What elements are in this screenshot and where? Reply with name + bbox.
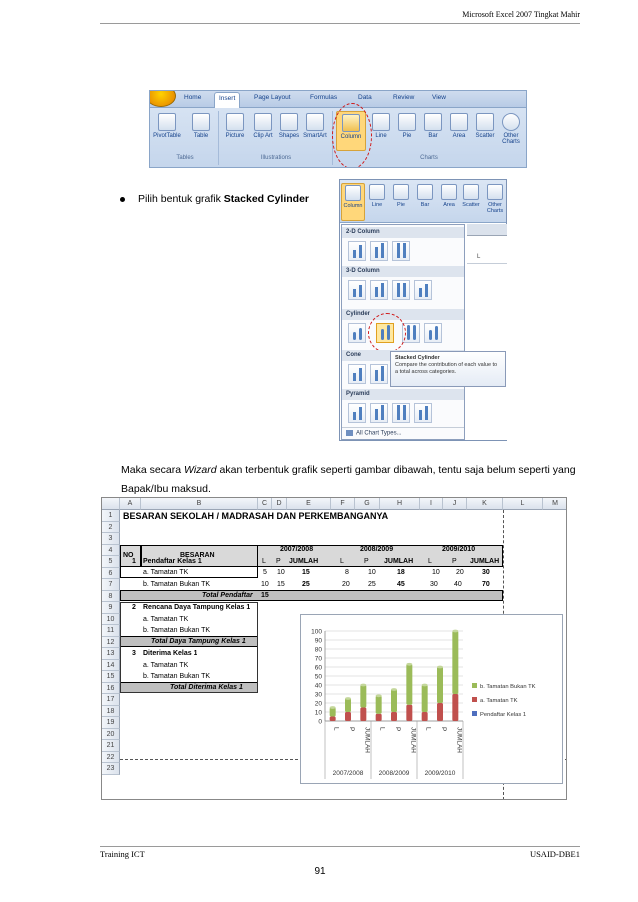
highlight-circle — [368, 313, 406, 353]
row-label-total-daya[interactable]: Total Daya Tampung Kelas 1 — [151, 638, 246, 645]
3d-column-thumb[interactable] — [414, 280, 432, 300]
stacked-pyramid-thumb[interactable] — [370, 403, 388, 423]
pivottable-icon — [158, 113, 176, 131]
row-header[interactable]: 12 — [102, 637, 120, 649]
sub-l[interactable]: L — [262, 558, 266, 565]
bar-segment — [391, 712, 397, 721]
value-cell[interactable]: 20 — [342, 581, 350, 588]
bar-segment — [452, 631, 458, 694]
sub-jumlah[interactable]: JUMLAH — [470, 558, 500, 565]
excel-ribbon — [149, 90, 527, 168]
tab-insert[interactable]: Insert — [214, 92, 240, 108]
select-all-corner[interactable] — [102, 498, 120, 510]
shapes-button[interactable]: Shapes — [274, 111, 304, 151]
x-tick-label: L — [424, 727, 432, 731]
y-tick-label: 70 — [314, 655, 322, 663]
clustered-cone-thumb[interactable] — [348, 364, 366, 384]
value-cell[interactable]: 45 — [397, 581, 405, 588]
scatter-chart-button[interactable]: Scatter — [470, 111, 500, 151]
3d-pyramid-thumb[interactable] — [414, 403, 432, 423]
legend-swatch — [472, 683, 477, 688]
row-header[interactable]: 2 — [102, 522, 120, 534]
value-cell[interactable]: 5 — [263, 569, 267, 576]
row-label-rencana[interactable]: Rencana Daya Tampung Kelas 1 — [143, 604, 251, 611]
group-label-tables: Tables — [176, 155, 194, 161]
section-cylinder: Cylinder — [342, 309, 464, 320]
pie-chart-icon — [398, 113, 416, 131]
col-header-l[interactable]: L — [503, 498, 543, 510]
bar-segment — [452, 694, 458, 721]
y-tick-label: 90 — [314, 637, 322, 645]
bar-segment — [422, 712, 428, 721]
x-tick-label: L — [332, 727, 340, 731]
scatter-chart-icon — [463, 184, 479, 200]
cylinder-top — [376, 694, 382, 697]
x-tick-label: JUMLAH — [409, 727, 417, 754]
cylinder-top — [452, 630, 458, 633]
picture-button[interactable]: Picture — [220, 111, 250, 151]
section-2d-column: 2-D Column — [342, 227, 464, 238]
area-chart-icon — [450, 113, 468, 131]
bar-segment — [391, 690, 397, 713]
col-header-j[interactable]: J — [443, 498, 467, 510]
ribbon-tabs — [150, 91, 526, 108]
row-header[interactable]: 16 — [102, 683, 120, 695]
no-1[interactable]: 1 — [132, 558, 136, 565]
value-cell[interactable]: 20 — [456, 569, 464, 576]
row-header[interactable]: 7 — [102, 579, 120, 591]
bar-chart-icon — [417, 184, 433, 200]
group-label: 2009/2010 — [424, 770, 456, 777]
section-pyramid: Pyramid — [342, 389, 464, 400]
x-tick-label: P — [394, 727, 401, 732]
row-header[interactable]: 20 — [102, 729, 120, 741]
legend-swatch — [472, 711, 477, 716]
column-dropdown-menu — [341, 224, 465, 440]
bar-chart-button[interactable]: Bar — [418, 111, 448, 151]
cylinder-top — [391, 688, 397, 691]
row-header[interactable]: 10 — [102, 614, 120, 626]
col-header-a[interactable]: A — [120, 498, 141, 510]
x-tick-label: L — [378, 727, 386, 731]
tab-formulas[interactable]: Formulas — [310, 94, 338, 101]
office-button[interactable] — [149, 90, 176, 107]
value-cell[interactable]: 25 — [368, 581, 376, 588]
tab-view[interactable]: View — [432, 94, 446, 101]
line-chart-icon — [372, 113, 390, 131]
sheet-background — [467, 224, 507, 440]
tab-page-layout[interactable]: Page Layout — [254, 94, 291, 101]
col-header-g[interactable]: G — [355, 498, 380, 510]
3d-clustered-column-thumb[interactable] — [348, 280, 366, 300]
gallery-line-button[interactable]: Line — [365, 183, 389, 221]
sub-p[interactable]: P — [276, 558, 281, 565]
bar-segment — [345, 712, 351, 721]
sub-l[interactable]: L — [340, 558, 344, 565]
no-3[interactable]: 3 — [132, 650, 136, 657]
clustered-column-thumb[interactable] — [348, 241, 366, 261]
x-tick-label: P — [348, 727, 355, 732]
year-2008[interactable]: 2008/2009 — [360, 546, 394, 553]
y-tick-label: 10 — [314, 709, 322, 717]
value-cell[interactable]: 10 — [432, 569, 440, 576]
value-cell[interactable]: 40 — [454, 581, 462, 588]
sub-p[interactable]: P — [452, 558, 457, 565]
chart-plot — [301, 615, 564, 785]
bar-segment — [330, 717, 336, 722]
smartart-icon — [306, 113, 324, 131]
section-cone: Cone — [342, 350, 464, 361]
row-label-total-pendaftar[interactable]: Total Pendaftar — [202, 592, 253, 599]
value-cell[interactable]: 10 — [277, 569, 285, 576]
cylinder-top — [422, 684, 428, 687]
row-header[interactable]: 8 — [102, 591, 120, 603]
sheet-title[interactable]: BESARAN SEKOLAH / MADRASAH DAN PERKEMBANGANYA — [123, 511, 389, 521]
gallery-pie-button[interactable]: Pie — [389, 183, 413, 221]
table-icon — [192, 113, 210, 131]
value-cell[interactable]: 70 — [482, 581, 490, 588]
sub-jumlah[interactable]: JUMLAH — [384, 558, 414, 565]
area-chart-icon — [441, 184, 457, 200]
year-2009[interactable]: 2009/2010 — [442, 546, 476, 553]
row-header[interactable]: 11 — [102, 625, 120, 637]
100-stacked-pyramid-thumb[interactable] — [392, 403, 410, 423]
column-chart-button[interactable]: Column — [336, 111, 366, 151]
row-header[interactable]: 15 — [102, 671, 120, 683]
footer-rule — [100, 846, 580, 847]
body-paragraph: Maka secara Wizard akan terbentuk grafik seperti gambar dibawah, tentu saja belum seperti yang Bapak/Ibu maksud. — [121, 464, 576, 495]
bar-segment — [437, 703, 443, 721]
row-header[interactable]: 17 — [102, 694, 120, 706]
value-cell[interactable]: 30 — [430, 581, 438, 588]
row-header[interactable]: 19 — [102, 717, 120, 729]
value-cell[interactable]: 15 — [261, 592, 269, 599]
other-charts-button[interactable]: Other Charts — [496, 111, 526, 151]
bar-segment — [376, 714, 382, 721]
row-label[interactable]: a. Tamatan TK — [143, 569, 189, 576]
bar-segment — [406, 664, 412, 705]
shapes-icon — [280, 113, 298, 131]
row-header[interactable]: 14 — [102, 660, 120, 672]
row-header[interactable]: 5 — [102, 556, 120, 568]
bar-segment — [360, 685, 366, 708]
bar-segment — [406, 705, 412, 721]
tab-review[interactable]: Review — [393, 94, 415, 101]
row-header[interactable]: 21 — [102, 740, 120, 752]
area-chart-button[interactable]: Area — [444, 111, 474, 151]
legend-label: a. Tamatan TK — [480, 698, 518, 704]
section-3d-column: 3-D Column — [342, 266, 464, 277]
all-chart-types-link[interactable]: All Chart Types... — [346, 430, 402, 437]
excel-sheet-screenshot — [101, 497, 567, 800]
line-chart-button[interactable]: Line — [366, 111, 396, 151]
table-button[interactable]: Table — [186, 111, 216, 151]
y-tick-label: 20 — [314, 700, 322, 708]
no-2[interactable]: 2 — [132, 604, 136, 611]
legend-label: b. Tamatan Bukan TK — [480, 684, 536, 690]
bullet-icon — [120, 197, 125, 202]
value-cell[interactable]: 15 — [302, 569, 310, 576]
footer-right: USAID-DBE1 — [529, 849, 580, 859]
gallery-area-button[interactable]: Area — [437, 183, 461, 221]
100-stacked-column-thumb[interactable] — [392, 241, 410, 261]
group-label: 2007/2008 — [332, 770, 364, 777]
stacked-cylinder-tooltip: Stacked Cylinder Compare the contribution of each value to a total across categories. — [390, 351, 506, 387]
sub-l[interactable]: L — [428, 558, 432, 565]
col-header-d[interactable]: D — [272, 498, 287, 510]
bullet-instruction: Pilih bentuk grafik Stacked Cylinder — [122, 193, 309, 205]
bar-segment — [422, 685, 428, 712]
value-cell[interactable]: 10 — [261, 581, 269, 588]
tab-data[interactable]: Data — [358, 94, 372, 101]
col-header-f[interactable]: F — [331, 498, 355, 510]
row-header[interactable]: 1 — [102, 510, 120, 522]
gallery-other-charts-button[interactable]: Other Charts — [483, 183, 507, 221]
row-header[interactable]: 4 — [102, 545, 120, 557]
y-tick-label: 0 — [318, 718, 322, 726]
highlight-circle — [332, 103, 372, 168]
bar-segment — [360, 708, 366, 722]
col-header-b[interactable]: B — [141, 498, 258, 510]
value-cell[interactable]: 25 — [302, 581, 310, 588]
value-cell[interactable]: 15 — [277, 581, 285, 588]
row-label[interactable]: a. Tamatan TK — [143, 662, 189, 669]
value-cell[interactable]: 8 — [345, 569, 349, 576]
gallery-column-button[interactable]: Column — [341, 183, 365, 221]
header-no[interactable]: NO — [123, 552, 134, 559]
bar-segment — [376, 696, 382, 714]
stacked-cylinder-chart[interactable] — [300, 614, 563, 784]
row-label[interactable]: b. Tamatan Bukan TK — [143, 627, 211, 634]
footer-left: Training ICT — [100, 849, 145, 859]
header-rule — [100, 23, 580, 24]
clip-art-button[interactable]: Clip Art — [248, 111, 278, 151]
group-label-charts: Charts — [420, 155, 438, 161]
group-label-illustrations: Illustrations — [260, 155, 292, 161]
row-header[interactable]: 9 — [102, 602, 120, 614]
3d-stacked-column-thumb[interactable] — [370, 280, 388, 300]
row-header[interactable]: 22 — [102, 752, 120, 764]
stacked-cone-thumb[interactable] — [370, 364, 388, 384]
header-besaran[interactable]: BESARAN — [180, 552, 215, 559]
column-gallery — [339, 179, 507, 441]
value-cell[interactable]: 30 — [482, 569, 490, 576]
year-2007[interactable]: 2007/2008 — [280, 546, 314, 553]
bar-segment — [437, 667, 443, 703]
stacked-column-thumb[interactable] — [370, 241, 388, 261]
col-header-c[interactable]: C — [258, 498, 272, 510]
bar-segment — [345, 699, 351, 713]
col-header-e[interactable]: E — [287, 498, 331, 510]
x-tick-label: JUMLAH — [455, 727, 463, 754]
legend-swatch — [472, 697, 477, 702]
cylinder-top — [406, 663, 412, 666]
gallery-scatter-button[interactable]: Scatter — [459, 183, 483, 221]
row-label[interactable]: b. Tamatan Bukan TK — [143, 581, 211, 588]
row-header[interactable]: 18 — [102, 706, 120, 718]
chart-icon — [346, 430, 353, 436]
x-tick-label: JUMLAH — [363, 727, 371, 754]
bar-chart-icon — [424, 113, 442, 131]
row-label-pendaftar[interactable]: Pendaftar Kelas 1 — [143, 558, 202, 565]
row-header[interactable]: 23 — [102, 763, 120, 775]
value-cell[interactable]: 10 — [368, 569, 376, 576]
x-tick-label: P — [440, 727, 447, 732]
running-header: Microsoft Excel 2007 Tingkat Mahir — [462, 10, 580, 19]
cylinder-top — [360, 684, 366, 687]
cylinder-top — [345, 697, 351, 700]
col-header-h[interactable]: H — [380, 498, 420, 510]
row-header[interactable]: 6 — [102, 568, 120, 580]
col-header-i[interactable]: I — [420, 498, 443, 510]
sub-jumlah[interactable]: JUMLAH — [289, 558, 319, 565]
value-cell[interactable]: 18 — [397, 569, 405, 576]
clip-art-icon — [254, 113, 272, 131]
row-label[interactable]: a. Tamatan TK — [143, 616, 189, 623]
3d-cylinder-thumb[interactable] — [424, 323, 442, 343]
clustered-cylinder-thumb[interactable] — [348, 323, 366, 343]
cylinder-top — [437, 666, 443, 669]
row-label-total-diterima[interactable]: Total Diterima Kelas 1 — [170, 684, 243, 691]
col-header-m[interactable]: M — [543, 498, 567, 510]
sub-p[interactable]: P — [364, 558, 369, 565]
y-tick-label: 80 — [314, 646, 322, 654]
y-tick-label: 30 — [314, 691, 322, 699]
y-tick-label: 60 — [314, 664, 322, 672]
page-number: 91 — [314, 866, 326, 877]
y-tick-label: 50 — [314, 673, 322, 681]
line-chart-icon — [369, 184, 385, 200]
group-label: 2008/2009 — [378, 770, 410, 777]
cylinder-top — [330, 706, 336, 709]
3d-100-stacked-column-thumb[interactable] — [392, 280, 410, 300]
clustered-pyramid-thumb[interactable] — [348, 403, 366, 423]
row-header[interactable]: 3 — [102, 533, 120, 545]
other-charts-icon — [487, 184, 503, 200]
scatter-chart-icon — [476, 113, 494, 131]
column-chart-icon — [345, 185, 361, 201]
pie-chart-button[interactable]: Pie — [392, 111, 422, 151]
smartart-button[interactable]: SmartArt — [300, 111, 330, 151]
row-header[interactable]: 13 — [102, 648, 120, 660]
row-label[interactable]: b. Tamatan Bukan TK — [143, 673, 211, 680]
pivottable-button[interactable]: PivotTable — [152, 111, 182, 151]
pie-chart-icon — [393, 184, 409, 200]
col-header-k[interactable]: K — [467, 498, 503, 510]
legend-label: Pendaftar Kelas 1 — [480, 712, 527, 718]
other-charts-icon — [502, 113, 520, 131]
picture-icon — [226, 113, 244, 131]
tab-home[interactable]: Home — [184, 94, 202, 101]
column-header-l: L — [467, 254, 507, 264]
gallery-bar-button[interactable]: Bar — [413, 183, 437, 221]
row-label-diterima[interactable]: Diterima Kelas 1 — [143, 650, 198, 657]
y-tick-label: 40 — [314, 682, 322, 690]
gallery-ribbon — [340, 180, 506, 223]
y-tick-label: 100 — [311, 628, 322, 636]
